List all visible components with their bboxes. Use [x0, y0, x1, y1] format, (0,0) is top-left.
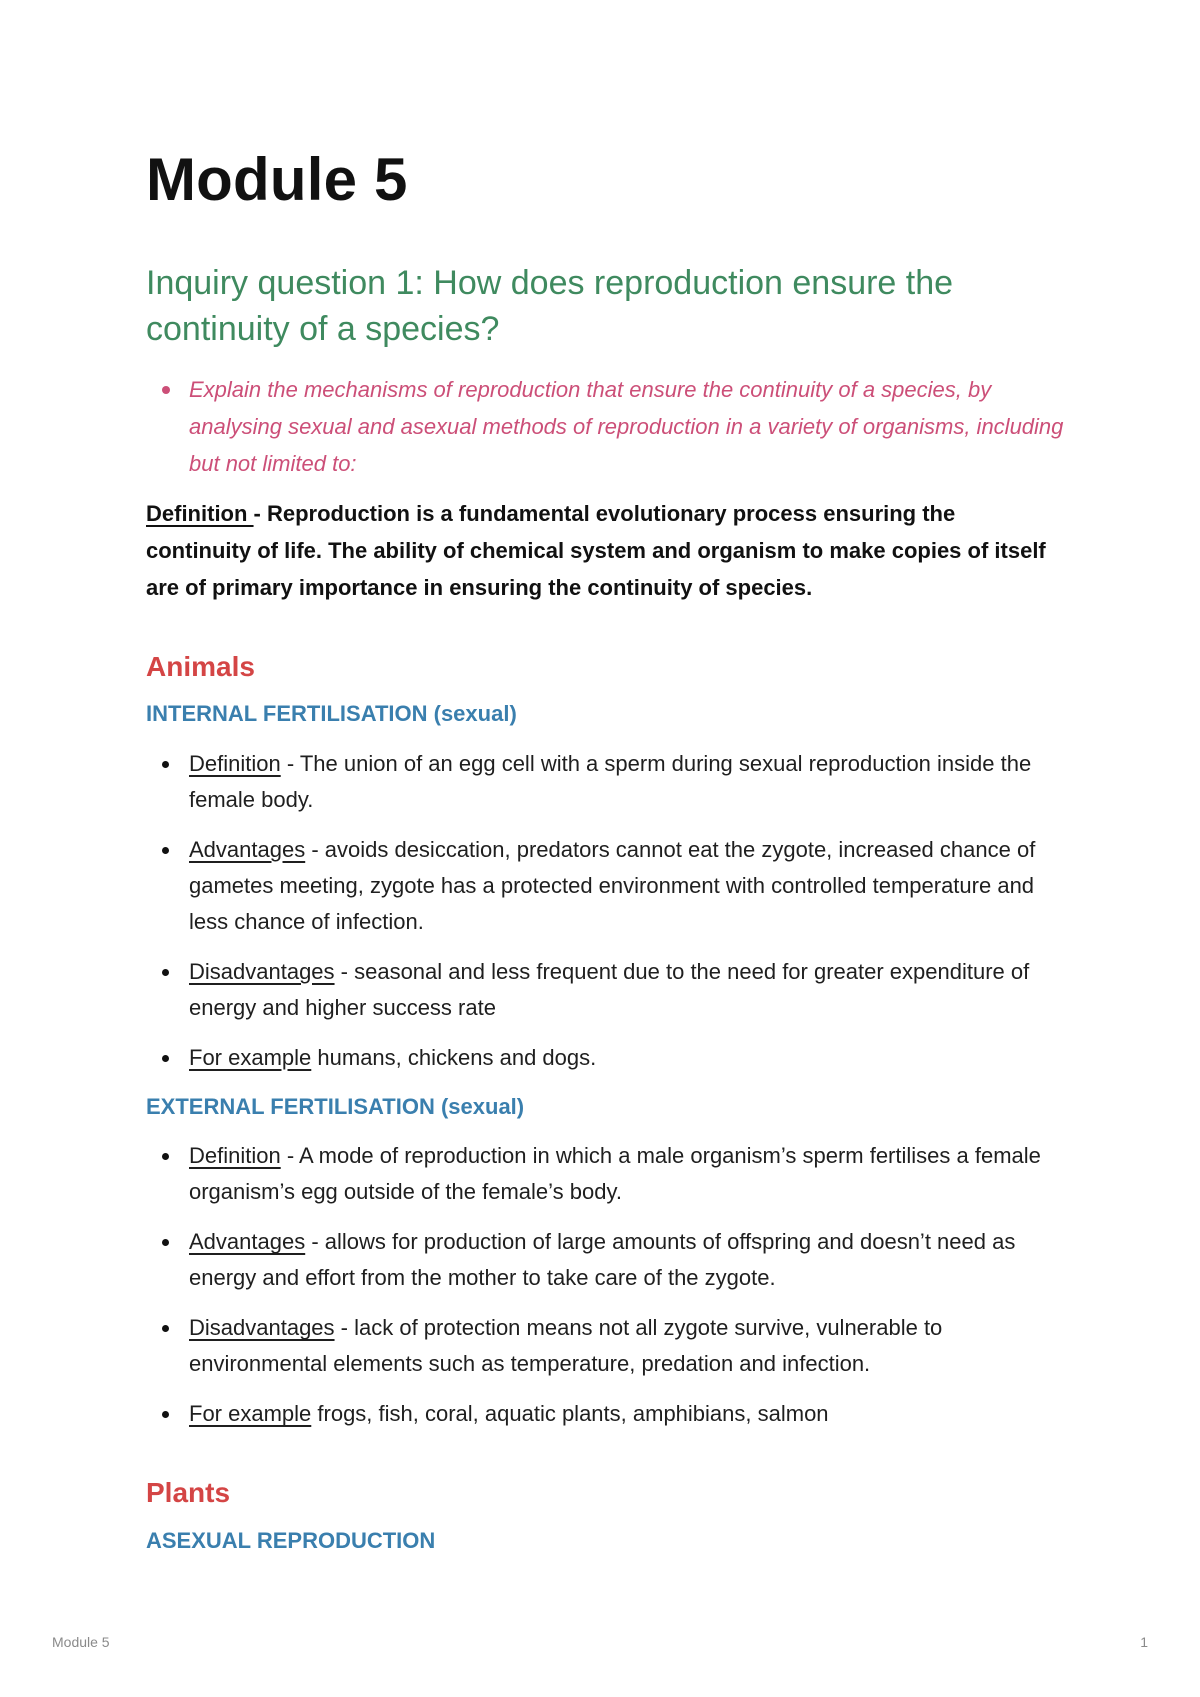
list-item-term: Definition [189, 1143, 281, 1169]
list-item-text: frogs, fish, coral, aquatic plants, amphibians, salmon [311, 1401, 829, 1427]
syllabus-outcome: Explain the mechanisms of reproduction that ensure the continuity of a species, by analysing sexual and asexual methods of reproduction in a variety of organisms, including but not limited to: [189, 371, 1066, 482]
inquiry-question-heading: Inquiry question 1: How does reproduction ensure the continuity of a species? [146, 264, 954, 348]
internal-fertilisation-list [146, 746, 1066, 1076]
list-item-text: - allows for production of large amounts of offspring and doesn’t need as energy and effort from the mother to take care of the zygote. [189, 1229, 1016, 1291]
list-item-text: - lack of protection means not all zygote survive, vulnerable to environmental elements such as temperature, predation and infection. [189, 1315, 943, 1377]
list-item-term: For example [189, 1401, 312, 1427]
list-item [189, 746, 1066, 818]
external-fertilisation-list [146, 1138, 1066, 1432]
list-item [189, 954, 1066, 1026]
page-title: Module 5 [146, 146, 408, 213]
list-item-term: Disadvantages [189, 958, 335, 984]
list-item [189, 1224, 1066, 1296]
list-item [189, 1396, 1066, 1432]
list-item-text: - The union of an egg cell with a sperm during sexual reproduction inside the female body. [189, 750, 1032, 812]
list-item-text: - avoids desiccation, predators cannot eat the zygote, increased chance of gametes meeting, zygote has a protected environment with controlled temperature and less chance of infection. [189, 836, 1036, 934]
list-item [189, 832, 1066, 940]
list-item-text: humans, chickens and dogs. [311, 1044, 597, 1070]
syllabus-outcome-list [146, 371, 1066, 482]
definition-text: Reproduction is a fundamental evolutionary process ensuring the continuity of life. The ability of chemical system and organism to make copies of itself are of primary importance in ensuring the continuity of species. [146, 500, 1046, 600]
reproduction-definition [146, 495, 1066, 606]
definition-term: Definition [146, 500, 254, 526]
list-item-term: For example [189, 1044, 312, 1070]
list-item [189, 1040, 1066, 1076]
list-item-term: Advantages [189, 836, 306, 862]
subheading-asexual-reproduction: ASEXUAL REPRODUCTION [146, 1527, 436, 1553]
footer-page-number: 1 [1140, 1634, 1148, 1650]
definition-separator: - [253, 500, 267, 526]
section-heading-animals: Animals [146, 650, 255, 682]
list-item-text: - seasonal and less frequent due to the need for greater expenditure of energy and higher success rate [189, 958, 1030, 1020]
list-item-term: Advantages [189, 1229, 306, 1255]
list-item-text: - A mode of reproduction in which a male organism’s sperm fertilises a female organism’s egg outside of the female’s body. [189, 1143, 1041, 1205]
list-item [189, 1138, 1066, 1210]
section-heading-plants: Plants [146, 1477, 231, 1509]
list-item-term: Disadvantages [189, 1315, 335, 1341]
footer-module-label: Module 5 [52, 1634, 110, 1650]
list-item-term: Definition [189, 750, 281, 776]
subheading-external-fertilisation: EXTERNAL FERTILISATION (sexual) [146, 1093, 525, 1119]
list-item [189, 1310, 1066, 1382]
document-body [146, 148, 1066, 1554]
subheading-internal-fertilisation: INTERNAL FERTILISATION (sexual) [146, 701, 517, 727]
